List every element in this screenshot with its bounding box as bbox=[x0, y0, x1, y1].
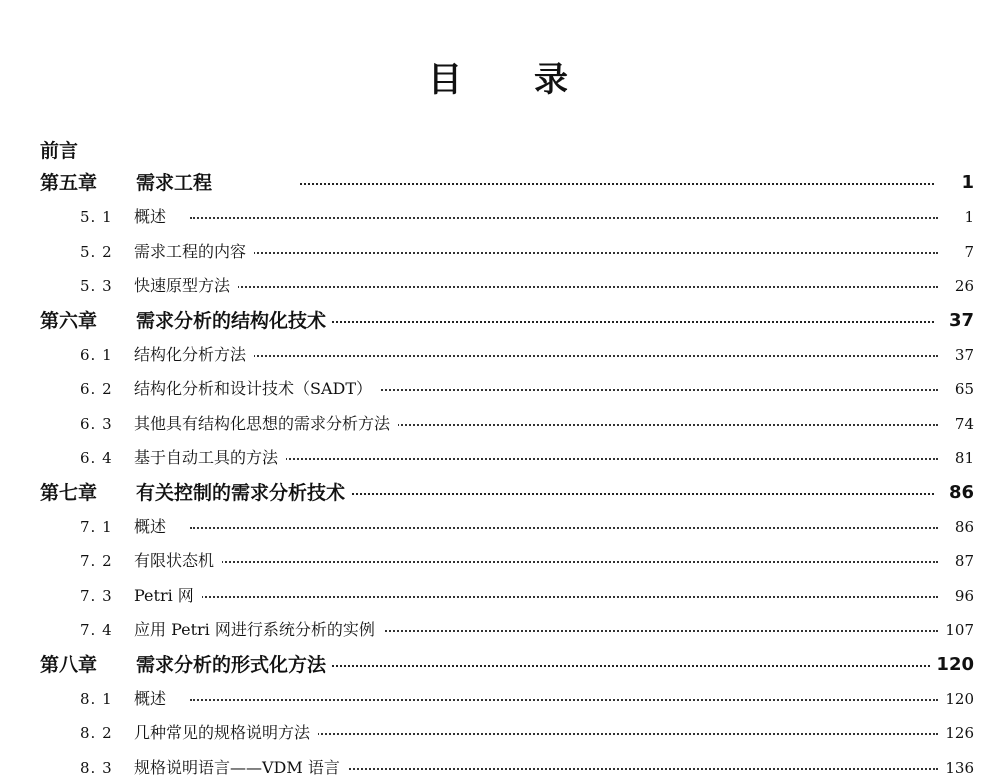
toc-section-row[interactable] bbox=[0, 754, 998, 782]
dot-leader bbox=[300, 493, 934, 495]
entry-title: Petri 网 bbox=[134, 582, 202, 610]
dot-leader bbox=[300, 321, 934, 323]
dot-leader bbox=[190, 527, 938, 529]
entry-page-number: 7 bbox=[958, 238, 974, 266]
entry-title: 结构化分析和设计技术（SADT） bbox=[134, 375, 380, 403]
entry-page-number: 81 bbox=[949, 444, 974, 472]
entry-title: 几种常见的规格说明方法 bbox=[134, 719, 318, 747]
toc-section-row[interactable] bbox=[0, 719, 998, 747]
entry-number: 第八章 bbox=[40, 651, 103, 679]
toc-chapter-row[interactable] bbox=[0, 169, 998, 197]
toc-section-row[interactable] bbox=[0, 238, 998, 266]
toc-section-row[interactable] bbox=[0, 616, 998, 644]
entry-number: 8. 3 bbox=[80, 754, 120, 782]
entry-number: 6. 2 bbox=[80, 375, 120, 403]
dot-leader bbox=[190, 355, 938, 357]
entry-number: 6. 1 bbox=[80, 341, 120, 369]
entry-number: 7. 2 bbox=[80, 547, 120, 575]
title-char-2: 录 bbox=[534, 60, 570, 100]
entry-title: 有关控制的需求分析技术 bbox=[136, 479, 351, 507]
toc-section-row[interactable] bbox=[0, 547, 998, 575]
toc-chapter-row[interactable] bbox=[0, 307, 998, 335]
dot-leader bbox=[300, 665, 934, 667]
entry-page-number: 1 bbox=[958, 203, 974, 231]
entry-page-number: 37 bbox=[943, 307, 974, 335]
entry-page-number: 87 bbox=[949, 547, 974, 575]
entry-number: 第五章 bbox=[40, 169, 103, 197]
entry-page-number: 120 bbox=[930, 651, 974, 679]
entry-number: 7. 4 bbox=[80, 616, 120, 644]
entry-page-number: 107 bbox=[939, 616, 974, 644]
toc-section-row[interactable] bbox=[0, 582, 998, 610]
entry-title: 需求分析的结构化技术 bbox=[136, 307, 332, 335]
dot-leader bbox=[190, 217, 938, 219]
entry-number: 5. 2 bbox=[80, 238, 120, 266]
entry-page-number: 65 bbox=[949, 375, 974, 403]
entry-page-number: 26 bbox=[949, 272, 974, 300]
entry-page-number: 120 bbox=[939, 685, 974, 713]
entry-page-number: 86 bbox=[949, 513, 974, 541]
entry-number: 7. 1 bbox=[80, 513, 120, 541]
entry-title: 应用 Petri 网进行系统分析的实例 bbox=[134, 616, 383, 644]
dot-leader bbox=[190, 458, 938, 460]
entry-title: 需求工程 bbox=[136, 169, 218, 197]
toc-section-row[interactable] bbox=[0, 513, 998, 541]
toc-section-row[interactable] bbox=[0, 341, 998, 369]
entry-number: 第七章 bbox=[40, 479, 103, 507]
entry-title: 结构化分析方法 bbox=[134, 341, 254, 369]
toc-chapter-row[interactable] bbox=[0, 479, 998, 507]
entry-number: 8. 1 bbox=[80, 685, 120, 713]
entry-title: 概述 bbox=[134, 513, 174, 541]
toc-section-row[interactable] bbox=[0, 272, 998, 300]
entry-page-number: 1 bbox=[955, 169, 974, 197]
entry-title: 概述 bbox=[134, 685, 174, 713]
entry-page-number: 37 bbox=[949, 341, 974, 369]
entry-number: 6. 3 bbox=[80, 410, 120, 438]
toc-section-row[interactable] bbox=[0, 203, 998, 231]
dot-leader bbox=[190, 596, 938, 598]
entry-title: 有限状态机 bbox=[134, 547, 222, 575]
entry-title: 其他具有结构化思想的需求分析方法 bbox=[134, 410, 398, 438]
entry-page-number: 96 bbox=[949, 582, 974, 610]
toc-section-row[interactable] bbox=[0, 685, 998, 713]
entry-page-number: 126 bbox=[939, 719, 974, 747]
entry-title: 需求工程的内容 bbox=[134, 238, 254, 266]
dot-leader bbox=[300, 183, 934, 185]
entry-number: 7. 3 bbox=[80, 582, 120, 610]
entry-number: 5. 1 bbox=[80, 203, 120, 231]
toc-chapter-row[interactable] bbox=[0, 651, 998, 679]
entry-page-number: 74 bbox=[949, 410, 974, 438]
entry-number: 5. 3 bbox=[80, 272, 120, 300]
toc-section-row[interactable] bbox=[0, 375, 998, 403]
title-char-1: 目 bbox=[428, 60, 464, 100]
dot-leader bbox=[190, 561, 938, 563]
dot-leader bbox=[190, 286, 938, 288]
preface-heading: 前言 bbox=[40, 140, 79, 162]
dot-leader bbox=[190, 252, 938, 254]
page-title bbox=[0, 52, 998, 101]
entry-page-number: 86 bbox=[943, 479, 974, 507]
entry-number: 第六章 bbox=[40, 307, 103, 335]
entry-title: 概述 bbox=[134, 203, 174, 231]
dot-leader bbox=[190, 699, 938, 701]
toc-section-row[interactable] bbox=[0, 410, 998, 438]
entry-number: 8. 2 bbox=[80, 719, 120, 747]
entry-title: 规格说明语言——VDM 语言 bbox=[134, 754, 348, 782]
entry-title: 快速原型方法 bbox=[134, 272, 238, 300]
toc-section-row[interactable] bbox=[0, 444, 998, 472]
entry-title: 基于自动工具的方法 bbox=[134, 444, 286, 472]
entry-page-number: 136 bbox=[939, 754, 974, 782]
entry-title: 需求分析的形式化方法 bbox=[136, 651, 332, 679]
entry-number: 6. 4 bbox=[80, 444, 120, 472]
